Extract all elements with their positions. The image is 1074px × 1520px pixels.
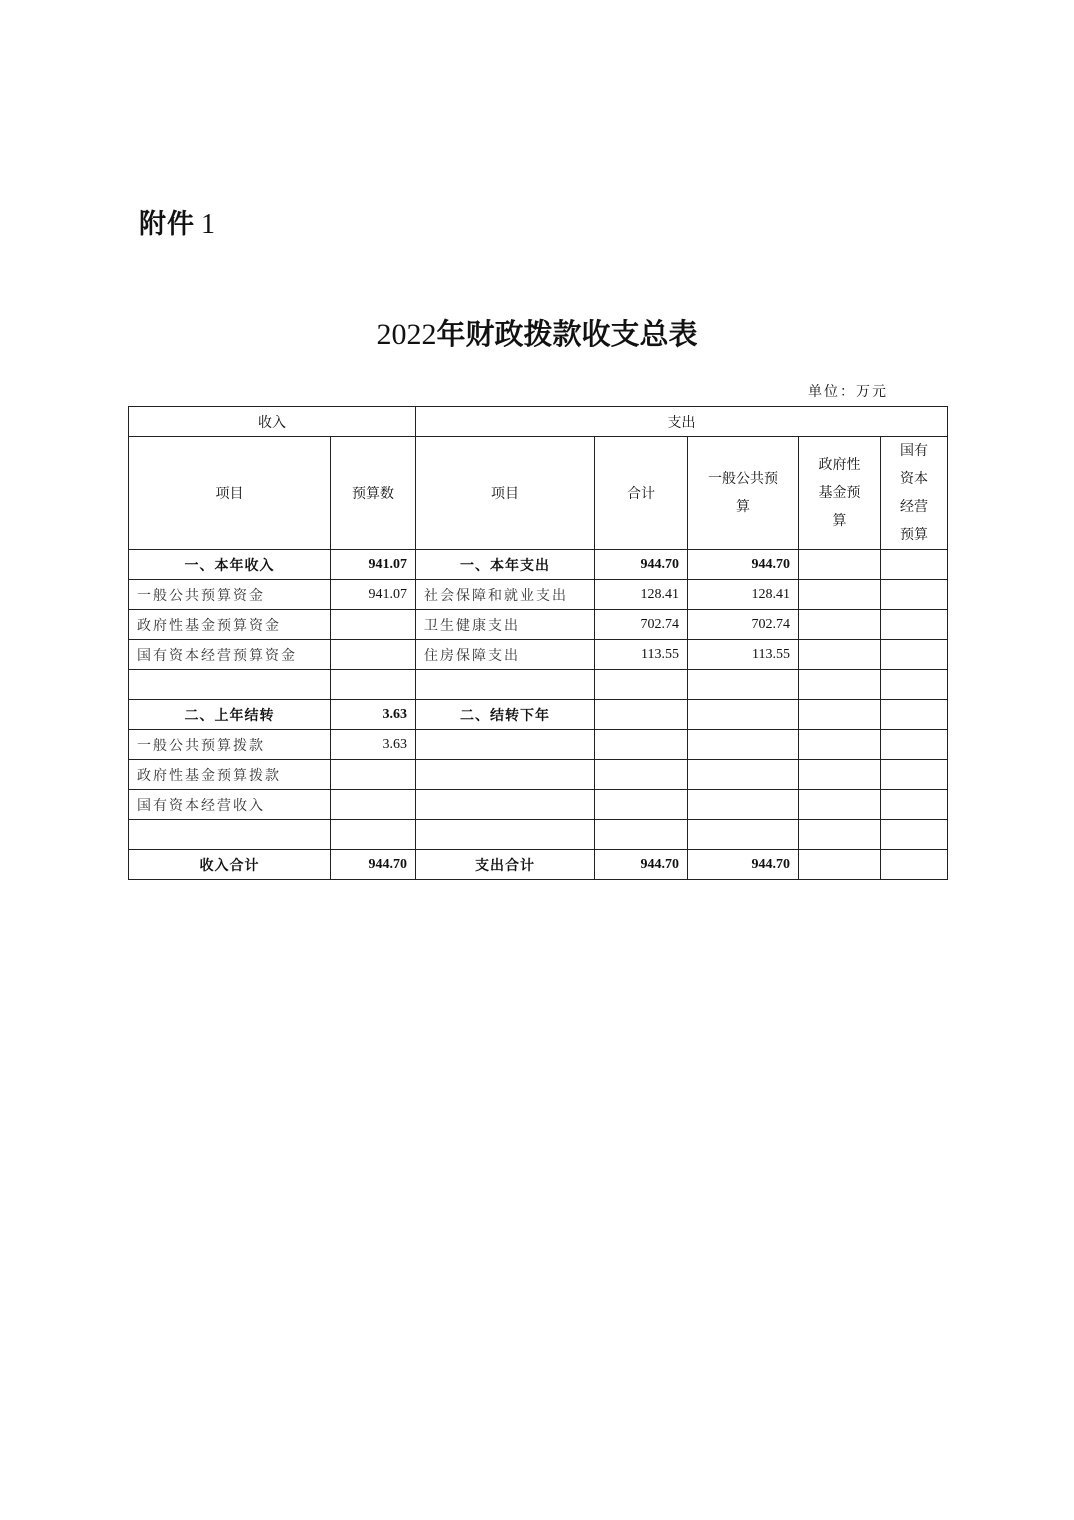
income-value-cell: 941.07 (331, 580, 416, 610)
expense-item-cell: 社会保障和就业支出 (416, 580, 595, 610)
fund-budget-cell (799, 610, 881, 640)
total-cell (595, 820, 688, 850)
income-item-cell (129, 670, 331, 700)
income-item-cell: 二、上年结转 (129, 700, 331, 730)
general-budget-cell: 944.70 (688, 850, 799, 880)
table-row (129, 700, 948, 730)
fund-budget-cell (799, 730, 881, 760)
header-row-top (129, 407, 948, 437)
general-budget-cell (688, 700, 799, 730)
table-row (129, 820, 948, 850)
capital-budget-cell (881, 850, 948, 880)
expense-item-cell (416, 760, 595, 790)
attachment-text: 附件 (139, 209, 195, 240)
income-value-cell: 944.70 (331, 850, 416, 880)
col-fund-budget: 政府性基金预算 (799, 437, 881, 550)
income-value-cell: 3.63 (331, 700, 416, 730)
income-value-cell (331, 760, 416, 790)
capital-budget-cell (881, 760, 948, 790)
capital-budget-cell (881, 550, 948, 580)
total-cell (595, 730, 688, 760)
general-budget-cell: 128.41 (688, 580, 799, 610)
header-row-columns (129, 437, 948, 550)
expense-item-cell: 卫生健康支出 (416, 610, 595, 640)
capital-budget-cell (881, 700, 948, 730)
income-item-cell: 一般公共预算拨款 (129, 730, 331, 760)
fund-budget-cell (799, 820, 881, 850)
total-cell: 128.41 (595, 580, 688, 610)
income-value-cell (331, 790, 416, 820)
total-cell (595, 760, 688, 790)
income-item-cell: 收入合计 (129, 850, 331, 880)
income-item-cell: 一般公共预算资金 (129, 580, 331, 610)
income-header: 收入 (129, 407, 416, 437)
table-row (129, 730, 948, 760)
total-cell (595, 700, 688, 730)
table-row (129, 760, 948, 790)
income-value-cell (331, 670, 416, 700)
expense-item-cell: 住房保障支出 (416, 640, 595, 670)
unit-label: 单位：万元 (808, 384, 888, 400)
col-expense-item: 项目 (416, 437, 595, 550)
expense-item-cell (416, 730, 595, 760)
total-cell (595, 790, 688, 820)
table-row (129, 550, 948, 580)
expense-header: 支出 (416, 407, 948, 437)
fund-budget-cell (799, 700, 881, 730)
table-row (129, 790, 948, 820)
title-text: 年财政拨款收支总表 (436, 317, 698, 351)
attachment-number: 1 (201, 209, 216, 240)
fund-budget-cell (799, 550, 881, 580)
capital-budget-cell (881, 610, 948, 640)
capital-budget-cell (881, 820, 948, 850)
expense-item-cell (416, 820, 595, 850)
col-total: 合计 (595, 437, 688, 550)
income-value-cell (331, 610, 416, 640)
table-row (129, 610, 948, 640)
income-item-cell: 国有资本经营预算资金 (129, 640, 331, 670)
total-cell: 702.74 (595, 610, 688, 640)
expense-item-cell: 支出合计 (416, 850, 595, 880)
fund-budget-cell (799, 640, 881, 670)
general-budget-cell: 113.55 (688, 640, 799, 670)
general-budget-cell (688, 670, 799, 700)
expense-item-cell (416, 790, 595, 820)
total-cell: 944.70 (595, 850, 688, 880)
total-cell (595, 670, 688, 700)
expense-item-cell: 一、本年支出 (416, 550, 595, 580)
attachment-label (139, 202, 216, 241)
income-value-cell (331, 820, 416, 850)
capital-budget-cell (881, 730, 948, 760)
capital-budget-cell (881, 640, 948, 670)
capital-budget-cell (881, 790, 948, 820)
fund-budget-cell (799, 580, 881, 610)
table-row (129, 580, 948, 610)
income-item-cell: 一、本年收入 (129, 550, 331, 580)
general-budget-cell (688, 820, 799, 850)
total-cell: 113.55 (595, 640, 688, 670)
fund-budget-cell (799, 790, 881, 820)
col-general-budget: 一般公共预算 (688, 437, 799, 550)
general-budget-cell: 944.70 (688, 550, 799, 580)
fund-budget-cell (799, 850, 881, 880)
income-item-cell: 国有资本经营收入 (129, 790, 331, 820)
income-value-cell: 941.07 (331, 550, 416, 580)
income-item-cell (129, 820, 331, 850)
expense-item-cell (416, 670, 595, 700)
page-title (0, 312, 1074, 353)
col-income-budget: 预算数 (331, 437, 416, 550)
capital-budget-cell (881, 670, 948, 700)
table-row (129, 850, 948, 880)
income-value-cell: 3.63 (331, 730, 416, 760)
general-budget-cell (688, 730, 799, 760)
table-row (129, 670, 948, 700)
expense-item-cell: 二、结转下年 (416, 700, 595, 730)
general-budget-cell: 702.74 (688, 610, 799, 640)
capital-budget-cell (881, 580, 948, 610)
fund-budget-cell (799, 760, 881, 790)
col-state-capital-budget: 国有资本经营预算 (881, 437, 948, 550)
income-value-cell (331, 640, 416, 670)
col-income-item: 项目 (129, 437, 331, 550)
fund-budget-cell (799, 670, 881, 700)
general-budget-cell (688, 760, 799, 790)
income-item-cell: 政府性基金预算拨款 (129, 760, 331, 790)
finance-summary-table (128, 406, 948, 880)
title-year: 2022 (376, 318, 437, 351)
income-item-cell: 政府性基金预算资金 (129, 610, 331, 640)
table-row (129, 640, 948, 670)
total-cell: 944.70 (595, 550, 688, 580)
general-budget-cell (688, 790, 799, 820)
